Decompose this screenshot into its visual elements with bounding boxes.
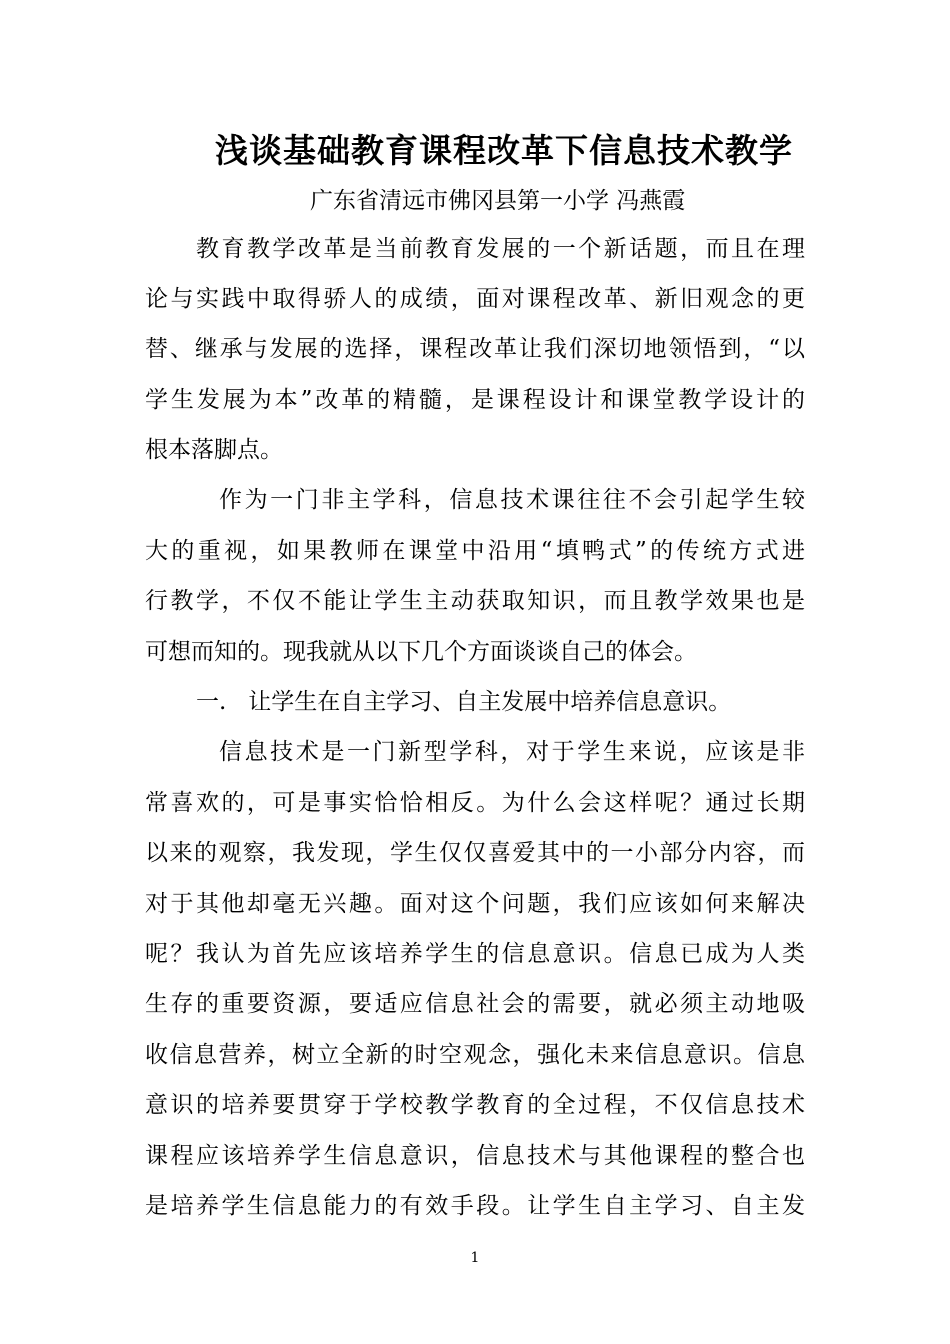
- body-line: 学生发展为本”改革的精髓，是课程设计和课堂教学设计的: [145, 387, 805, 413]
- body-line: 是培养学生信息能力的有效手段。让学生自主学习、自主发: [145, 1193, 805, 1219]
- page-number: 1: [470, 1250, 480, 1266]
- section-heading: 一. 让学生在自主学习、自主发展中培养信息意识。: [196, 689, 732, 715]
- author-line: 广东省清远市佛冈县第一小学 冯燕霞: [310, 188, 686, 214]
- body-line: 以来的观察，我发现，学生仅仅喜爱其中的一小部分内容，而: [145, 840, 805, 866]
- body-line: 常喜欢的，可是事实恰恰相反。为什么会这样呢？通过长期: [145, 790, 805, 816]
- body-line: 收信息营养，树立全新的时空观念，强化未来信息意识。信息: [145, 1042, 805, 1068]
- body-line: 教育教学改革是当前教育发展的一个新话题，而且在理: [196, 236, 805, 262]
- document-title: 浅谈基础教育课程改革下信息技术教学: [215, 131, 793, 170]
- body-line: 可想而知的。现我就从以下几个方面谈谈自己的体会。: [145, 639, 697, 665]
- body-line: 课程应该培养学生信息意识，信息技术与其他课程的整合也: [145, 1143, 805, 1169]
- body-line: 大的重视，如果教师在课堂中沿用“填鸭式”的传统方式进: [145, 538, 805, 564]
- body-line: 行教学，不仅不能让学生主动获取知识，而且教学效果也是: [145, 588, 805, 614]
- body-line: 对于其他却毫无兴趣。面对这个问题，我们应该如何来解决: [145, 891, 805, 917]
- body-line: 呢？我认为首先应该培养学生的信息意识。信息已成为人类: [145, 941, 805, 967]
- body-line: 根本落脚点。: [145, 437, 283, 463]
- body-line: 论与实践中取得骄人的成绩，面对课程改革、新旧观念的更: [145, 286, 805, 312]
- body-line: 信息技术是一门新型学科，对于学生来说，应该是非: [219, 739, 805, 765]
- body-line: 意识的培养要贯穿于学校教学教育的全过程，不仅信息技术: [145, 1092, 805, 1118]
- body-line: 作为一门非主学科，信息技术课往往不会引起学生较: [219, 487, 805, 513]
- body-line: 替、继承与发展的选择，课程改革让我们深切地领悟到，“以: [145, 336, 805, 362]
- body-line: 生存的重要资源，要适应信息社会的需要，就必须主动地吸: [145, 991, 805, 1017]
